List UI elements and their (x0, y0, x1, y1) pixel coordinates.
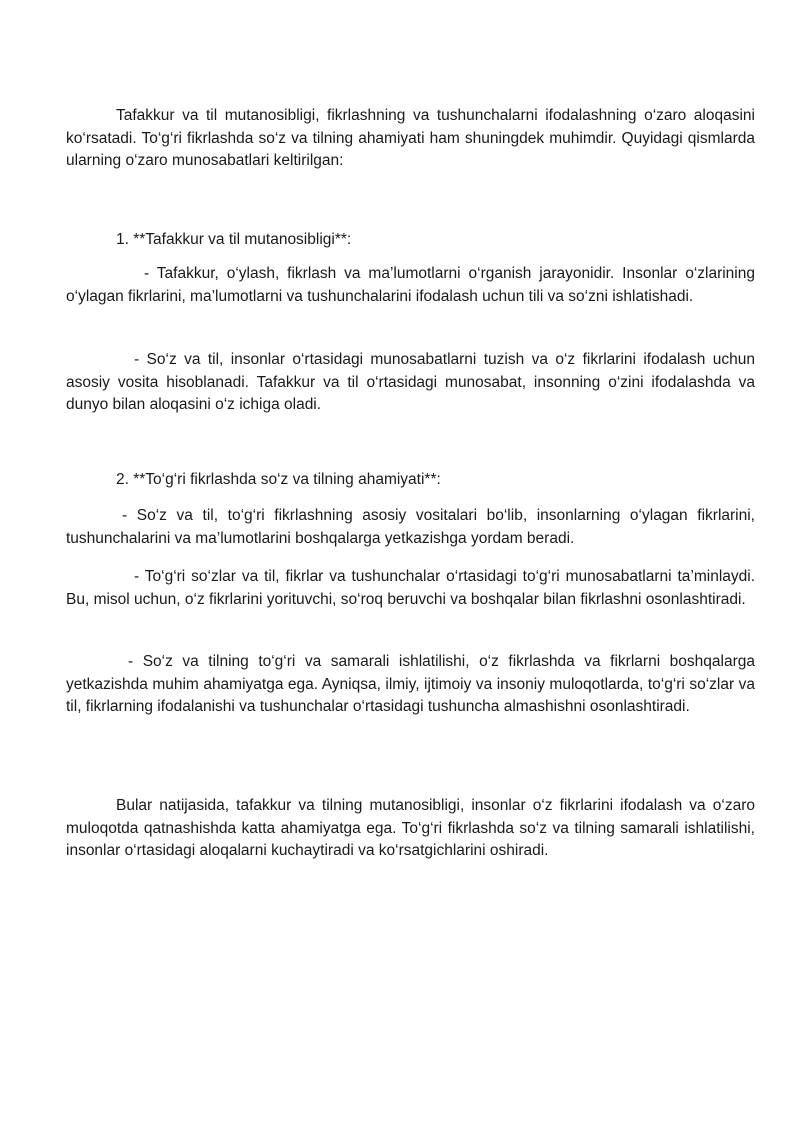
section-2-item-2: - To‘g‘ri so‘zlar va til, fikrlar va tushunchalar o‘rtasidagi to‘g‘ri munosabatlarni ta’minlaydi. Bu, misol uchun, o‘z fikrlarini yorituvchi, so‘roq beruvchi va boshqalar bilan fikrlashni osonlashtiradi. (66, 568, 755, 608)
section-2-item-1: - So‘z va til, to‘g‘ri fikrlashning asosiy vositalari bo‘lib, insonlarning o‘ylagan fikrlarini, tushunchalarini va ma’lumotlarini boshqalarga yetkazishga yordam beradi. (66, 507, 755, 547)
section-1-heading: 1. **Tafakkur va til mutanosibligi**: (116, 231, 352, 248)
section-2-item-3: - So‘z va tilning to‘g‘ri va samarali ishlatilishi, o‘z fikrlashda va fikrlarni boshqalarga yetkazishda muhim ahamiyatga ega. Ayniqsa, ilmiy, ijtimoiy va insoniy muloqotlarda, to‘g‘ri so‘zlar va til, fikrlarning ifodalanishi va tushunchalar o‘rtasidagi tushuncha almashishni osonlashtiradi. (66, 653, 755, 715)
section-2-heading: 2. **To‘g‘ri fikrlashda so‘z va tilning ahamiyati**: (116, 471, 441, 488)
section-1-item-2: - So‘z va til, insonlar o‘rtasidagi munosabatlarni tuzish va o‘z fikrlarini ifodalash uchun asosiy vosita hisoblanadi. Tafakkur va til o‘rtasidagi munosabat, insonning o‘zini ifodalashda va dunyo bilan aloqasini o‘z ichiga oladi. (66, 351, 755, 413)
section-1-item-1: - Tafakkur, o‘ylash, fikrlash va ma’lumotlarni o‘rganish jarayonidir. Insonlar o‘zlarining o‘ylagan fikrlarini, ma’lumotlarni va tushunchalarini ifodalash uchun tili va so‘zni ishlatishadi. (66, 265, 755, 305)
conclusion-paragraph: Bular natijasida, tafakkur va tilning mutanosibligi, insonlar o‘z fikrlarini ifodalash va o‘zaro muloqotda qatnashishda katta ahamiyatga ega. To‘g‘ri fikrlashda so‘z va tilning samarali ishlatilishi, insonlar o‘rtasidagi aloqalarni kuchaytiradi va ko‘rsatgichlarini oshiradi. (66, 797, 755, 859)
intro-paragraph: Tafakkur va til mutanosibligi, fikrlashning va tushunchalarni ifodalashning o‘zaro aloqasini ko‘rsatadi. To‘g‘ri fikrlashda so‘z va tilning ahamiyati ham shuningdek muhimdir. Quyidagi qismlarda ularning o‘zaro munosabatlari keltirilgan: (66, 107, 755, 169)
